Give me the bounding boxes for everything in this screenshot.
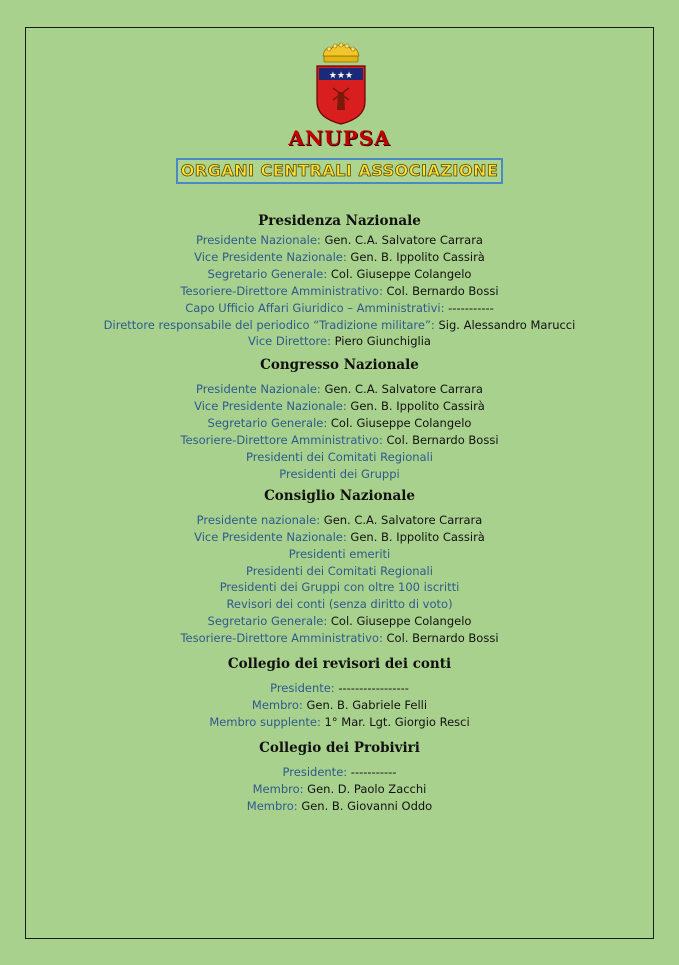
member-line (0, 630, 679, 647)
role-label: Membro: (252, 781, 308, 796)
member-name: Col. Bernardo Bossi (386, 283, 499, 298)
member-line (0, 546, 679, 563)
role-label: Revisori dei conti (senza diritto di voto) (226, 597, 453, 612)
member-line (0, 764, 679, 781)
organization-name: ANUPSA (288, 126, 391, 150)
member-name: ----------------- (338, 681, 409, 696)
member-line (0, 283, 679, 300)
member-line (0, 529, 679, 546)
member-name: Col. Bernardo Bossi (386, 631, 499, 646)
member-line (0, 249, 679, 266)
role-label: Membro supplente: (209, 714, 325, 729)
role-label: Presidente nazionale: (196, 512, 324, 527)
role-label: Vice Presidente Nazionale: (194, 529, 351, 544)
member-line (0, 613, 679, 630)
member-line (0, 333, 679, 350)
member-line (0, 714, 679, 731)
member-line (0, 415, 679, 432)
page-banner-title: ORGANI CENTRALI ASSOCIAZIONE (176, 158, 504, 184)
member-name: Gen. D. Paolo Zacchi (307, 781, 427, 796)
role-label: Segretario Generale: (207, 416, 331, 431)
member-line (0, 579, 679, 596)
member-name: Col. Giuseppe Colangelo (330, 614, 472, 629)
member-name: Gen. C.A. Salvatore Carrara (323, 512, 483, 527)
role-label: Presidente: (282, 764, 351, 779)
member-line (0, 697, 679, 714)
role-label: Tesoriere-Direttore Amministrativo: (180, 631, 387, 646)
role-label: Presidenti emeriti (288, 546, 391, 561)
emblem-stars: ★★★ (328, 71, 354, 81)
member-line (0, 432, 679, 449)
member-name: Gen. C.A. Salvatore Carrara (324, 233, 483, 247)
banner-container (0, 158, 679, 184)
section-title: Collegio dei revisori dei conti (227, 656, 452, 673)
member-line (0, 596, 679, 613)
member-name: Col. Giuseppe Colangelo (330, 266, 472, 281)
role-label: Vice Direttore: (248, 334, 335, 349)
role-label: Presidenti dei Comitati Regionali (246, 449, 433, 464)
role-label: Segretario Generale: (207, 614, 331, 629)
member-name: Col. Bernardo Bossi (386, 433, 499, 448)
member-line (0, 781, 679, 798)
role-label: Segretario Generale: (207, 266, 331, 281)
member-name: Piero Giunchiglia (334, 334, 431, 349)
section-title: Consiglio Nazionale (264, 487, 415, 504)
role-label: Direttore responsabile del periodico “Tradizione militare”: (103, 317, 439, 332)
role-label: Tesoriere-Direttore Amministrativo: (180, 433, 387, 448)
role-label: Tesoriere-Direttore Amministrativo: (180, 283, 387, 298)
section-title: Presidenza Nazionale (258, 213, 421, 229)
member-line (0, 317, 679, 334)
role-label: Presidenti dei Gruppi (279, 466, 400, 481)
member-line (0, 466, 679, 483)
member-line (0, 398, 679, 415)
role-label: Vice Presidente Nazionale: (194, 249, 351, 264)
role-label: Presidenti dei Gruppi con oltre 100 iscritti (219, 580, 460, 595)
member-line (0, 381, 679, 398)
member-line (0, 512, 679, 529)
member-name: Gen. B. Ippolito Cassirà (350, 529, 485, 544)
member-line (0, 680, 679, 697)
role-label: Membro: (246, 798, 302, 813)
role-label: Presidente Nazionale: (196, 233, 325, 247)
member-name: Gen. B. Gabriele Felli (306, 697, 428, 712)
member-line (0, 563, 679, 580)
section-title: Collegio dei Probiviri (259, 739, 420, 756)
member-name: Gen. B. Giovanni Oddo (301, 798, 433, 813)
crowned-coat-of-arms-icon (311, 40, 371, 126)
member-name: Col. Giuseppe Colangelo (330, 416, 472, 431)
member-name: ----------- (350, 764, 397, 779)
member-name: 1° Mar. Lgt. Giorgio Resci (324, 714, 470, 729)
role-label: Capo Ufficio Affari Giuridico – Amministrativi: (185, 300, 449, 315)
member-name: Gen. B. Ippolito Cassirà (350, 249, 485, 264)
role-label: Membro: (251, 697, 307, 712)
section-title: Congresso Nazionale (260, 357, 419, 374)
member-line (0, 449, 679, 466)
member-name: Gen. B. Ippolito Cassirà (350, 399, 485, 414)
member-name: Gen. C.A. Salvatore Carrara (324, 382, 483, 397)
member-line (0, 798, 679, 815)
member-name: ----------- (448, 300, 494, 315)
member-line (0, 266, 679, 283)
member-line (0, 232, 679, 249)
role-label: Presidenti dei Comitati Regionali (246, 563, 433, 578)
document-body (0, 210, 679, 814)
member-line (0, 300, 679, 317)
role-label: Presidente Nazionale: (196, 382, 325, 397)
role-label: Presidente: (270, 681, 339, 696)
role-label: Vice Presidente Nazionale: (194, 399, 351, 414)
member-name: Sig. Alessandro Marucci (438, 317, 576, 332)
